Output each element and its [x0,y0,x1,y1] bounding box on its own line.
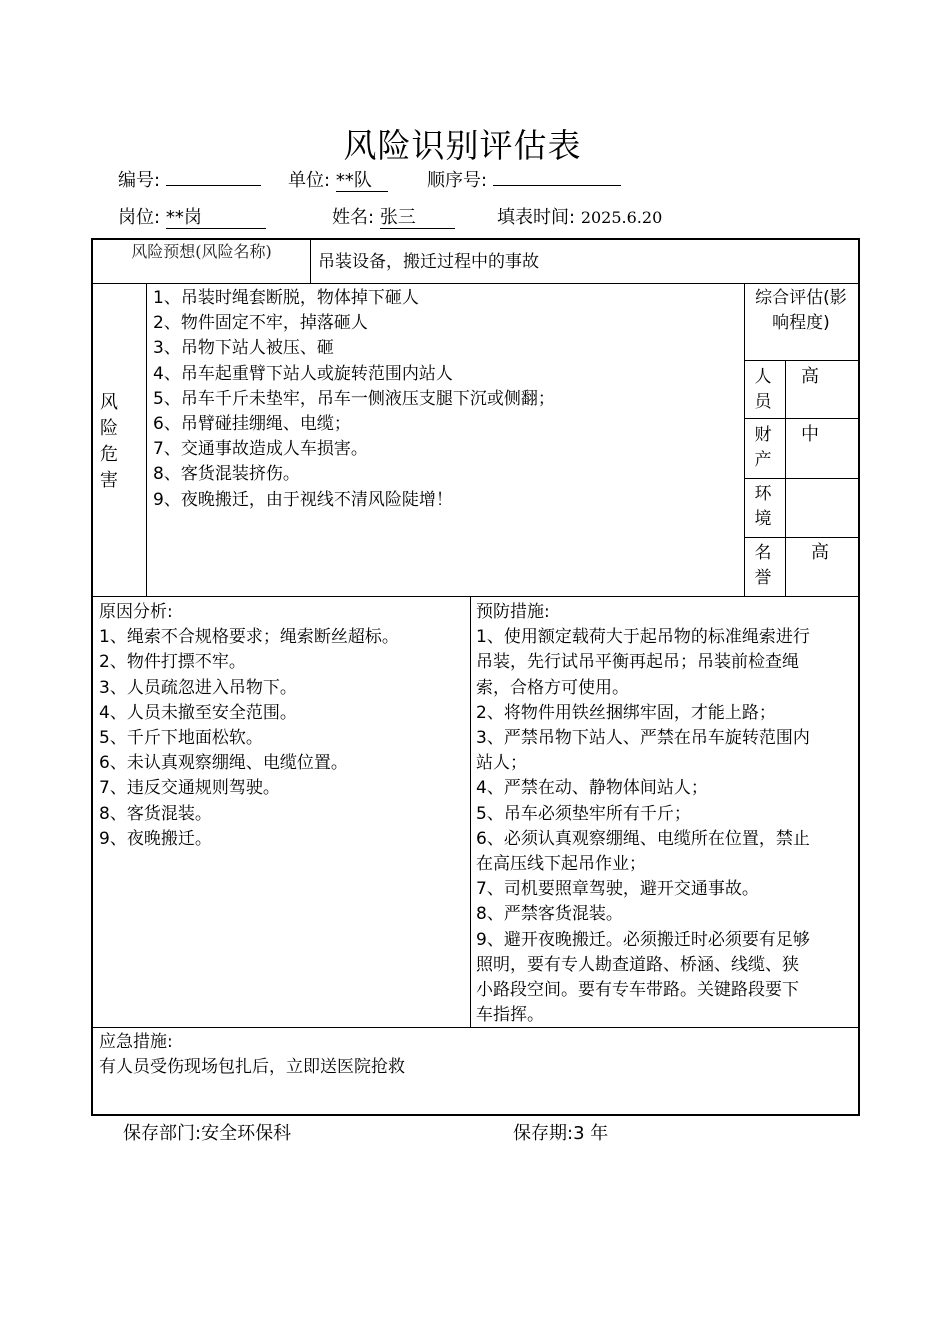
risk-name-value: 吊装设备，搬迁过程中的事故 [318,252,539,272]
prevention-line: 2、将物件用铁丝捆绑牢固，才能上路； [476,702,776,723]
hazard-item: 5、吊车千斤未垫牢，吊车一侧液压支腿下沉或侧翻； [153,388,555,409]
post-value[interactable]: **岗 [166,208,266,229]
prevention-line: 索，合格方可使用。 [476,677,629,698]
assessment-label-property: 财产 [754,425,772,470]
storage-period [513,1119,608,1145]
prevention-line: 在高压线下起吊作业； [476,854,646,875]
storage-dept-label: 保存部门: [123,1123,202,1144]
cause-item: 9、夜晚搬迁。 [99,828,212,849]
seq-value[interactable] [493,185,621,186]
prevention-line: 4、严禁在动、静物体间站人； [476,778,708,799]
assessment-table [91,238,860,1116]
cause-item: 5、千斤下地面松软。 [99,728,263,749]
cause-item: 8、客货混装。 [99,803,212,824]
prevention-line: 吊装，先行试吊平衡再起吊；吊装前检查绳 [476,652,799,673]
storage-dept-value: 安全环保科 [201,1123,292,1144]
emergency-text: 有人员受伤现场包扎后，立即送医院抢救 [99,1057,405,1078]
cause-item: 3、人员疏忽进入吊物下。 [99,677,297,698]
hazard-item: 9、夜晚搬迁，由于视线不清风险陡增！ [153,489,453,510]
assessment-value-reputation: 高 [811,542,829,563]
cause-item: 1、绳索不合规格要求；绳索断丝超标。 [99,627,399,648]
seq-field [427,166,621,192]
hazard-item: 7、交通事故造成人车损害。 [153,439,368,460]
assessment-value-personnel: 高 [801,366,819,387]
cause-title: 原因分析: [99,602,173,622]
storage-period-value: 3 年 [573,1123,609,1144]
name-value[interactable]: 张三 [380,208,455,229]
prevention-line: 车指挥。 [476,1005,544,1026]
date-value: 2025.6.20 [580,208,663,227]
date-field [497,203,662,229]
name-label: 姓名: [332,207,375,228]
cause-item: 7、违反交通规则驾驶。 [99,778,280,799]
form-title: 风险识别评估表 [343,126,582,165]
prevention-line: 小路段空间。要有专车带路。关键路段要下 [476,980,799,1001]
cause-item: 6、未认真观察绷绳、电缆位置。 [99,753,348,774]
hazard-item: 6、吊臂碰挂绷绳、电缆； [153,414,351,435]
name-field [332,203,455,229]
hazard-item: 1、吊装时绳套断脱，物体掉下砸人 [153,288,419,308]
prevention-title: 预防措施: [476,602,550,622]
post-field [118,203,266,229]
code-value[interactable] [166,185,261,186]
emergency-title: 应急措施: [99,1032,173,1052]
prevention-line: 站人； [476,753,527,774]
risk-name-label: 风险预想(风险名称) [131,242,272,261]
prevention-line: 7、司机要照章驾驶，避开交通事故。 [476,879,759,900]
unit-field [288,166,388,192]
hazard-label: 风险危害 [100,392,118,491]
storage-dept [123,1119,291,1145]
post-label: 岗位: [118,207,161,228]
cause-analysis [99,600,465,852]
hazard-item: 2、物件固定不牢，掉落砸人 [153,313,368,334]
assessment-label-personnel: 人员 [754,367,772,412]
code-field [118,166,261,192]
assessment-label-environment: 环境 [754,484,772,529]
cause-item: 2、物件打摽不牢。 [99,652,246,673]
prevention-line: 6、必须认真观察绷绳、电缆所在位置，禁止 [476,828,810,849]
assessment-value-property: 中 [801,424,819,445]
assessment-header: 综合评估(影响程度) [755,288,847,333]
prevention-line: 照明，要有专人勘查道路、桥涵、线缆、狭 [476,954,799,975]
prevention-line: 5、吊车必须垫牢所有千斤； [476,803,691,824]
prevention-line: 1、使用额定载荷大于起吊物的标准绳索进行 [476,627,810,648]
hazard-item: 4、吊车起重臂下站人或旋转范围内站人 [153,363,453,384]
prevention-line: 3、严禁吊物下站人、严禁在吊车旋转范围内 [476,728,810,749]
unit-value[interactable]: **队 [336,171,388,192]
prevention-measures [476,600,856,1028]
hazard-item: 8、客货混装挤伤。 [153,464,300,485]
cause-item: 4、人员未撤至安全范围。 [99,702,297,723]
emergency-measures [99,1030,849,1080]
seq-label: 顺序号: [427,170,488,191]
prevention-line: 8、严禁客货混装。 [476,904,623,925]
assessment-label-reputation: 名誉 [754,543,772,588]
hazard-list [153,286,738,513]
storage-period-label: 保存期: [513,1123,574,1144]
unit-label: 单位: [288,170,331,191]
hazard-item: 3、吊物下站人被压、砸 [153,338,334,359]
date-label: 填表时间: [497,207,576,228]
code-label: 编号: [118,170,161,191]
prevention-line: 9、避开夜晚搬迁。必须搬迁时必须要有足够 [476,929,810,950]
